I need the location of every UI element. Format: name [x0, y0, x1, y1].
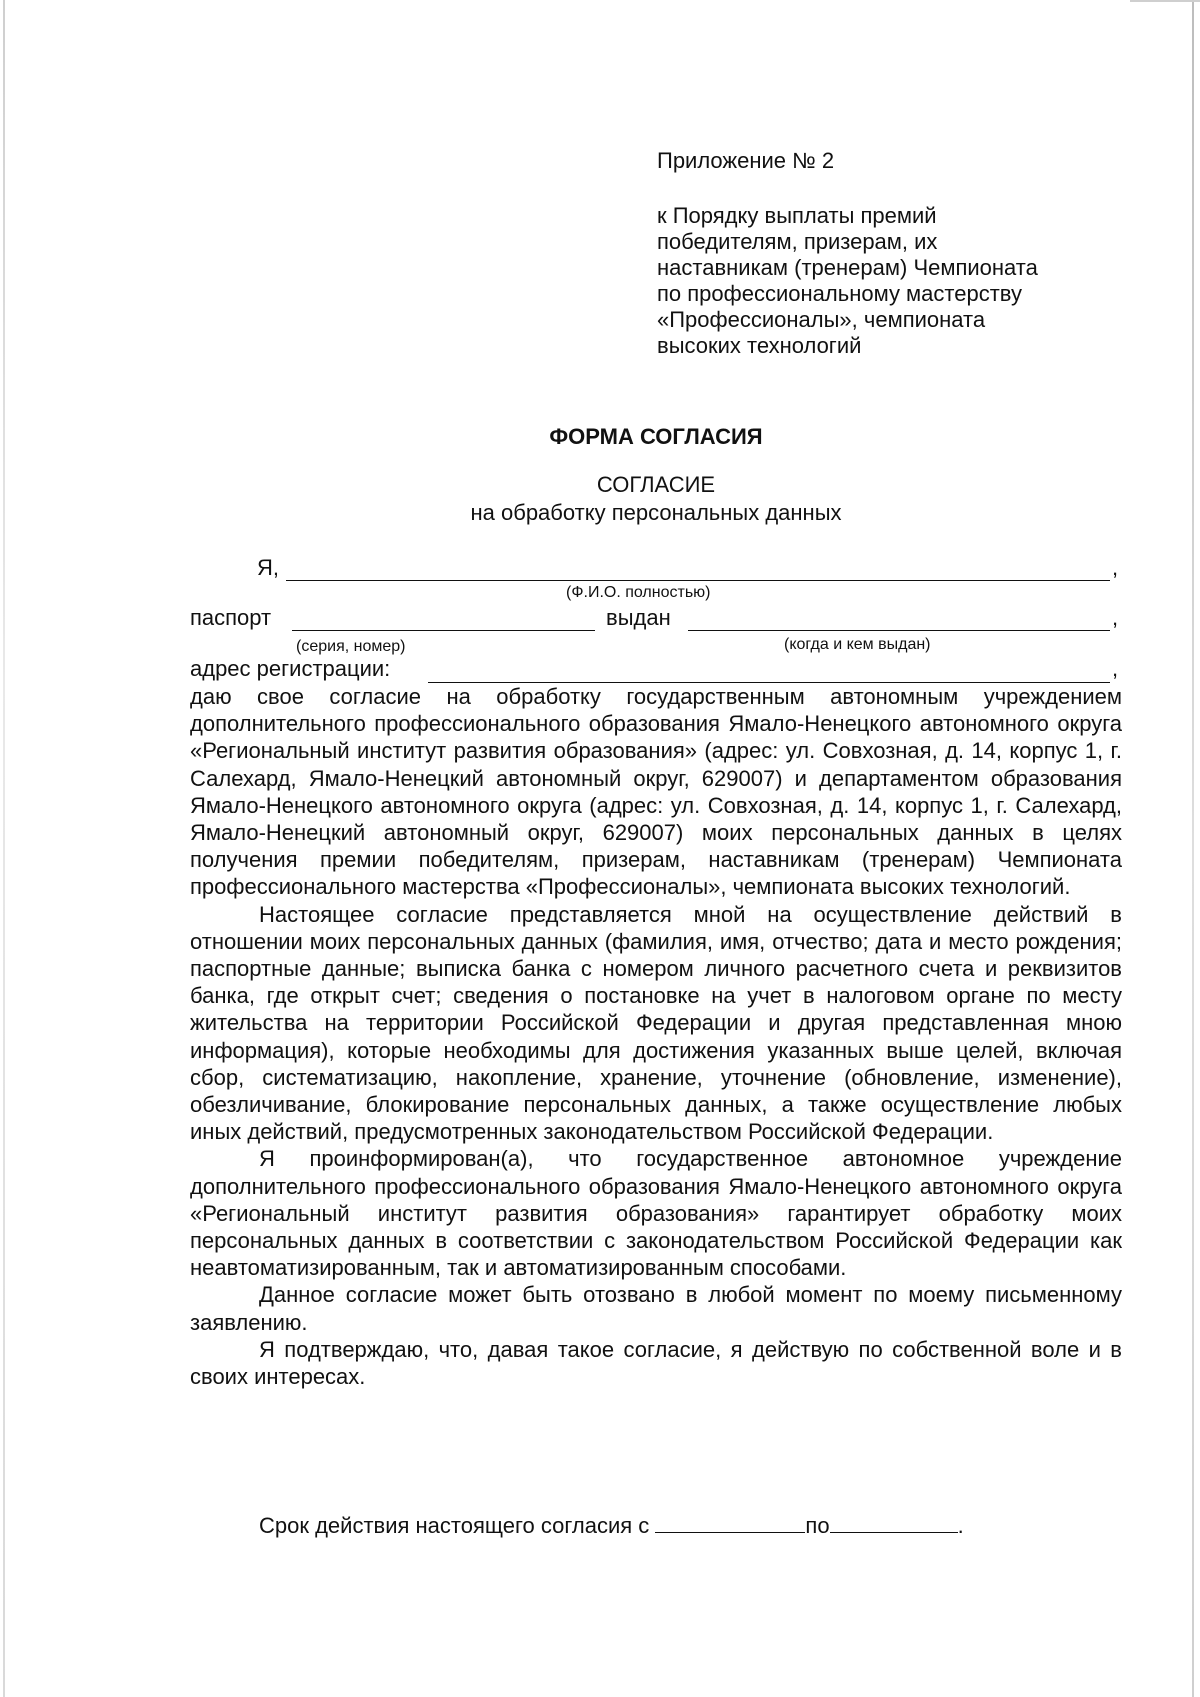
- issued-blank-line[interactable]: [688, 630, 1110, 631]
- term-start-blank[interactable]: [655, 1514, 805, 1533]
- issued-caption: (когда и кем выдан): [784, 636, 931, 653]
- consent-paragraph-confirmation: Я подтверждаю, что, давая такое согласие, я действую по собственной воле и в своих интересах.: [190, 1336, 1122, 1390]
- issued-trailing-comma: ,: [1112, 605, 1119, 630]
- appendix-line: победителям, призерам, их: [657, 229, 938, 254]
- address-trailing-comma: ,: [1112, 656, 1119, 681]
- term-row: [259, 1513, 964, 1539]
- address-label: адрес регистрации:: [190, 656, 391, 681]
- consent-body: [190, 683, 1122, 1390]
- consent-paragraph-guarantee: Я проинформирован(а), что государственное автономное учреждение дополнительного профессионального образования Ямало-Ненецкого автономного округа «Региональный институт развития образования» гарантирует обработку моих персональных данных в соответствии с законодательством Российской Федерации как неавтоматизированным, так и автоматизированным способами.: [190, 1146, 1122, 1281]
- fio-blank-line[interactable]: [286, 580, 1110, 581]
- appendix-line: наставникам (тренерам) Чемпионата: [657, 255, 1038, 280]
- fio-caption: (Ф.И.О. полностью): [566, 584, 711, 601]
- appendix-line: по профессиональному мастерству: [657, 281, 1022, 306]
- consent-subtitle: на обработку персональных данных: [470, 500, 842, 525]
- term-end-blank[interactable]: [830, 1514, 958, 1533]
- appendix-line: к Порядку выплаты премий: [657, 203, 937, 228]
- consent-paragraph-purpose: даю свое согласие на обработку государственным автономным учреждением дополнительного профессионального образования Ямало-Ненецкого автономного округа «Региональный институт развития образования» (адрес: ул. Совхозная, д. 14, корпус 1, г. Салехард, Ямало-Ненецкий автономный округ, 629007) и департаментом образования Ямало-Ненецкого автономного округа (адрес: ул. Совхозная, д. 14, корпус 1, г. Салехард, Ямало-Ненецкий автономный округ, 629007) моих персональных данных в целях получения премии победителям, призерам, наставникам (тренерам) Чемпионата профессионального мастерства «Профессионалы», чемпионата высоких технологий.: [190, 684, 1122, 900]
- term-prefix: Срок действия настоящего согласия с: [259, 1513, 650, 1538]
- consent-title: СОГЛАСИЕ: [596, 472, 716, 497]
- passport-series-blank[interactable]: [292, 630, 595, 631]
- form-title: ФОРМА СОГЛАСИЯ: [549, 424, 763, 449]
- consent-paragraph-actions: Настоящее согласие представляется мной на осуществление действий в отношении моих персональных данных (фамилия, имя, отчество; дата и место рождения; паспортные данные; выписка банка с номером личного расчетного счета и реквизитов банка, где открыт счет; сведения о постановке на учет в налоговом органе по месту жительства на территории Российской Федерации и другая представленная мною информация), которые необходимы для достижения указанных выше целей, включая сбор, систематизацию, накопление, хранение, уточнение (обновление, изменение), обезличивание, блокирование персональных данных, а также осуществление любых иных действий, предусмотренных законодательством Российской Федерации.: [190, 901, 1122, 1145]
- series-caption: (серия, номер): [296, 638, 406, 655]
- appendix-title: Приложение № 2: [657, 148, 835, 173]
- ya-label: Я,: [257, 555, 279, 580]
- scan-edge-right: [1192, 0, 1194, 1697]
- consent-paragraph-revocation: Данное согласие может быть отозвано в любой момент по моему письменному заявлению.: [190, 1282, 1122, 1335]
- appendix-reference: [657, 203, 1127, 359]
- appendix-line: высоких технологий: [657, 333, 862, 358]
- issued-label: выдан: [606, 605, 671, 630]
- fio-trailing-comma: ,: [1112, 555, 1119, 580]
- appendix-line: «Профессионалы», чемпионата: [657, 307, 986, 332]
- scan-edge-top: [1130, 0, 1200, 2]
- term-suffix: .: [957, 1513, 964, 1538]
- passport-label: паспорт: [190, 605, 272, 630]
- term-middle: по: [805, 1513, 830, 1538]
- scan-edge-left: [3, 0, 5, 1697]
